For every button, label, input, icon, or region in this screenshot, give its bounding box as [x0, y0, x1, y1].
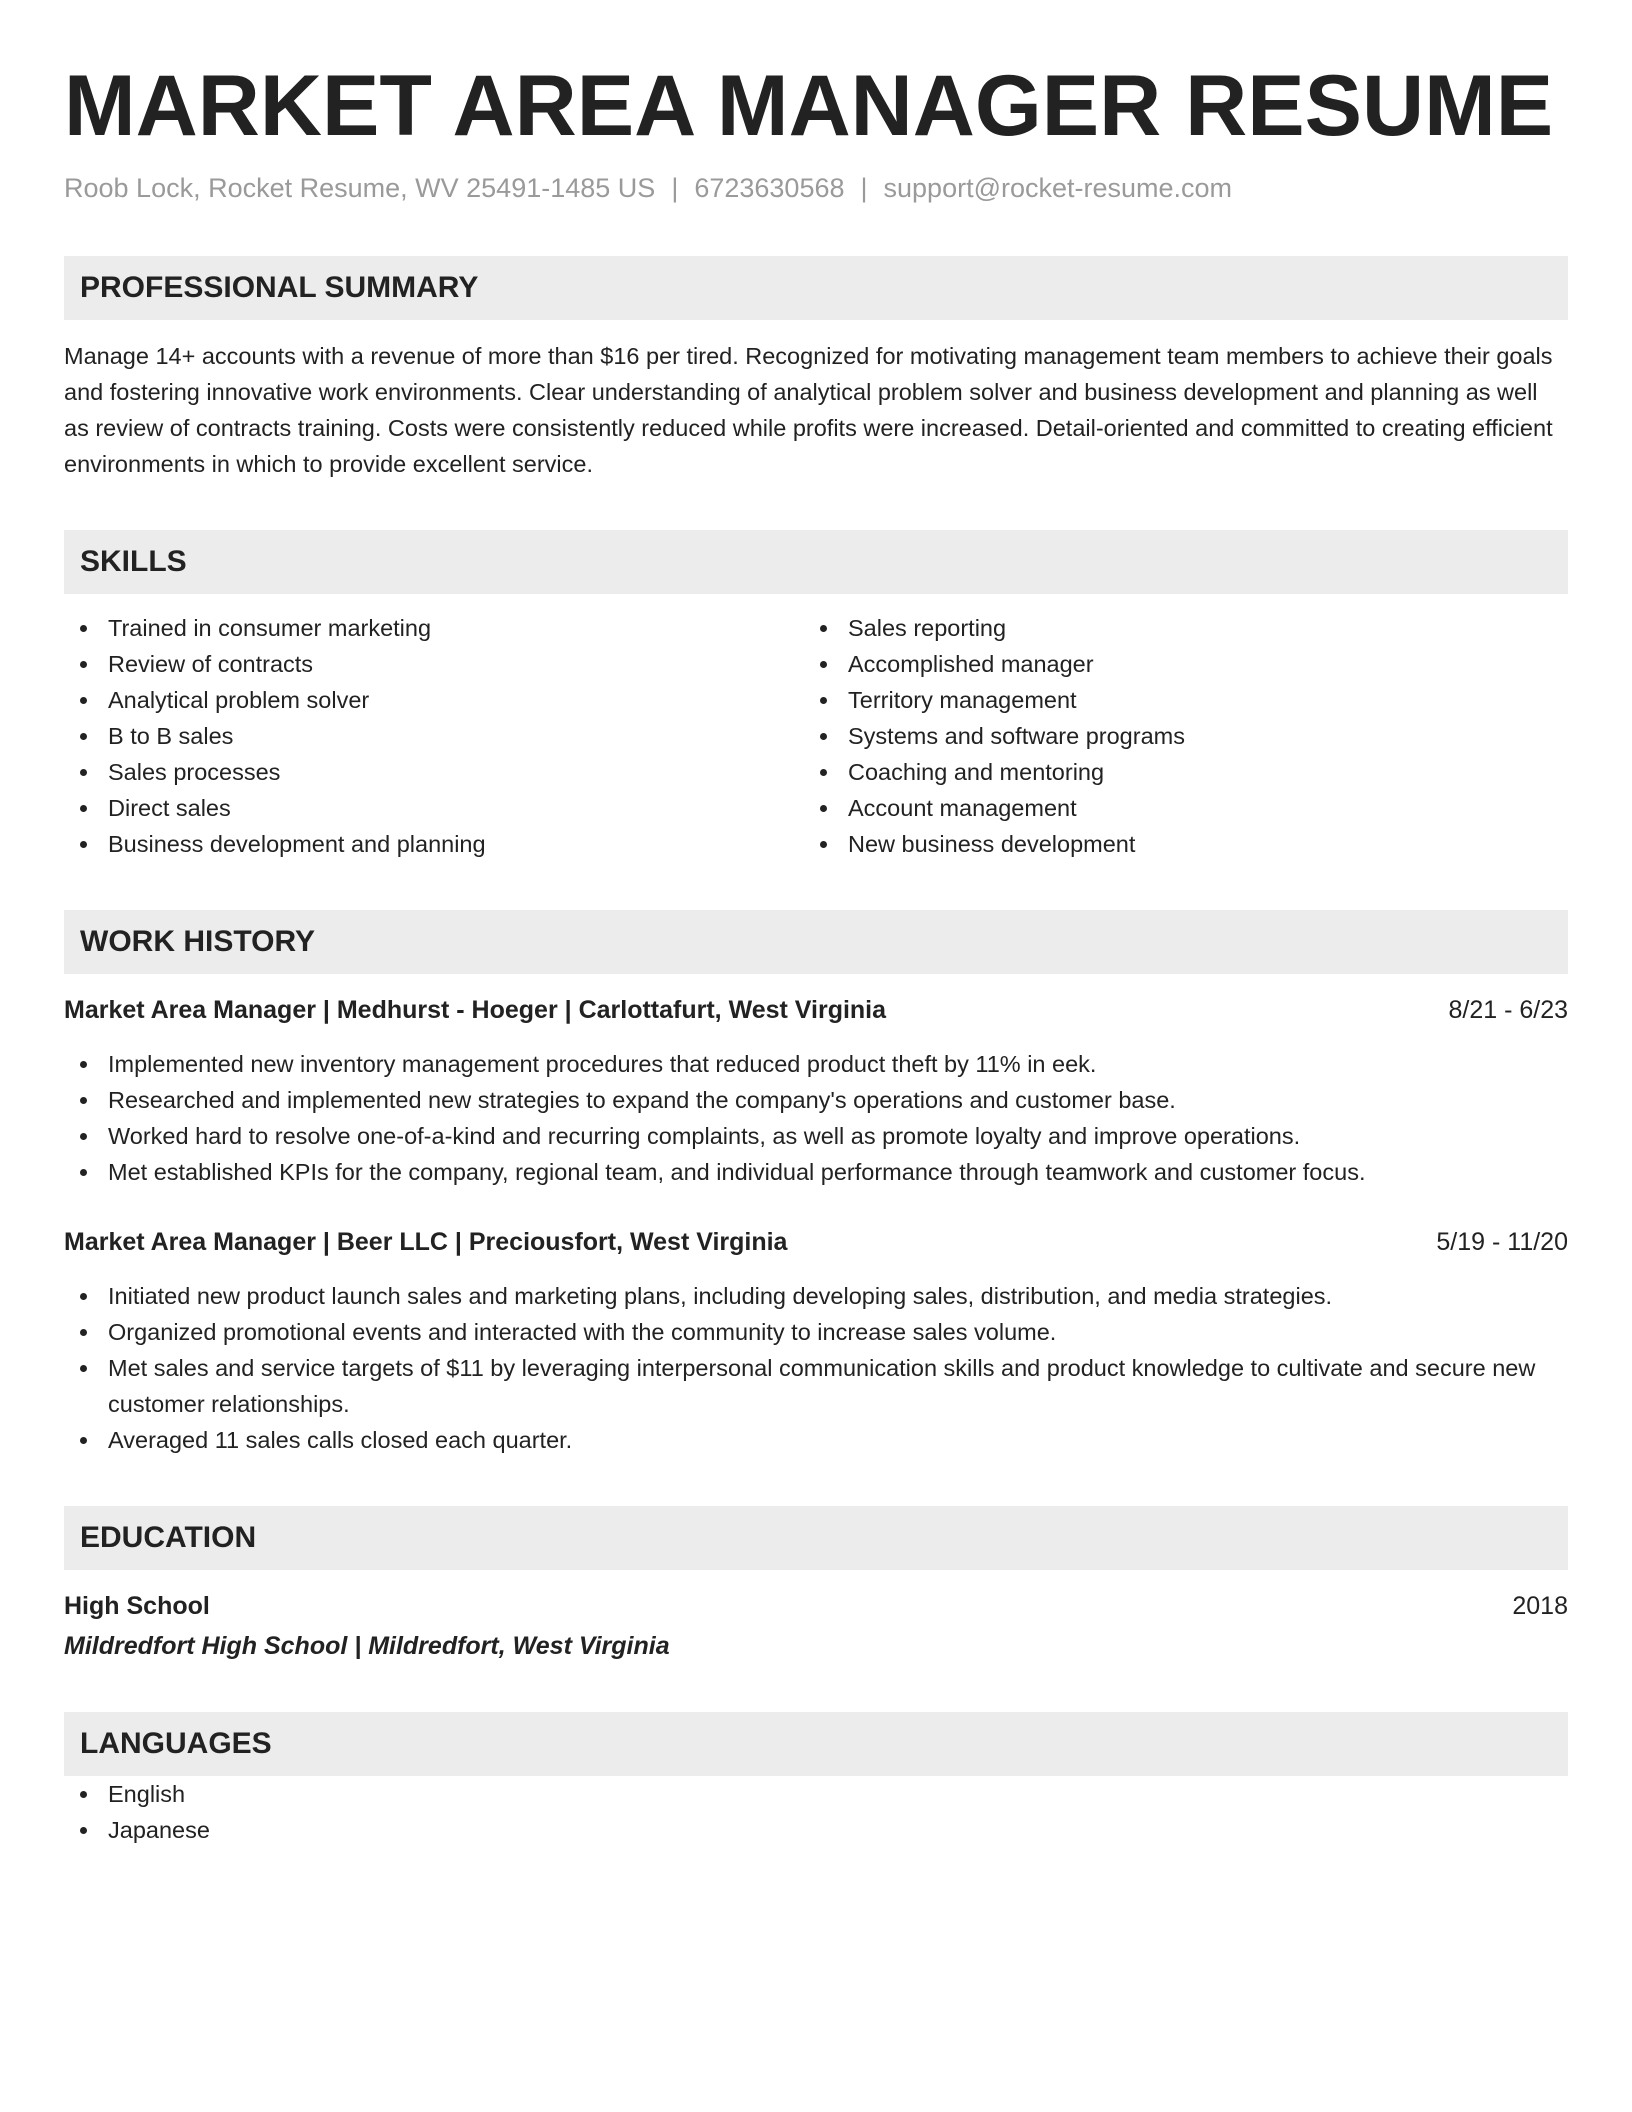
- education-heading: EDUCATION: [64, 1506, 1568, 1570]
- education-degree: High School: [64, 1592, 210, 1620]
- skill-item: Territory management: [804, 682, 1544, 718]
- job-bullets: [64, 1046, 1568, 1190]
- languages-list: [64, 1776, 1568, 1848]
- skill-item: Review of contracts: [64, 646, 804, 682]
- job-bullets: [64, 1278, 1568, 1458]
- job-title: Market Area Manager | Medhurst - Hoeger | Carlottafurt, West Virginia: [64, 996, 887, 1024]
- contact-email: support@rocket-resume.com: [883, 173, 1233, 203]
- skill-item: B to B sales: [64, 718, 804, 754]
- education-year: 2018: [1512, 1592, 1568, 1620]
- job-bullet: Implemented new inventory management procedures that reduced product theft by 11% in eek.: [64, 1046, 1568, 1082]
- contact-separator: |: [671, 173, 679, 203]
- job-header: [64, 1224, 1568, 1260]
- skill-item: Analytical problem solver: [64, 682, 804, 718]
- job-dates: 5/19 - 11/20: [1436, 1228, 1568, 1256]
- summary-heading: PROFESSIONAL SUMMARY: [64, 256, 1568, 320]
- skill-item: Coaching and mentoring: [804, 754, 1544, 790]
- skills-grid: [64, 610, 1568, 862]
- work-history-heading: WORK HISTORY: [64, 910, 1568, 974]
- job-entry: [64, 992, 1568, 1190]
- skill-item: Systems and software programs: [804, 718, 1544, 754]
- summary-text: Manage 14+ accounts with a revenue of more than $16 per tired. Recognized for motivating management team members to achieve their goals and fostering innovative work environments. Clear understanding of analytical problem solver and business development and planning as well as review of contracts training. Costs were consistently reduced while profits were increased. Detail-oriented and committed to creating efficient environments in which to provide excellent service.: [64, 343, 1553, 477]
- job-dates: 8/21 - 6/23: [1448, 996, 1568, 1024]
- education-school: Mildredfort High School | Mildredfort, West Virginia: [64, 1632, 670, 1660]
- job-entry: [64, 1224, 1568, 1458]
- skill-item: Sales processes: [64, 754, 804, 790]
- contact-line: [64, 170, 1568, 206]
- job-bullet: Researched and implemented new strategies to expand the company's operations and customer base.: [64, 1082, 1568, 1118]
- job-bullet: Initiated new product launch sales and marketing plans, including developing sales, distribution, and media strategies.: [64, 1278, 1568, 1314]
- skill-item: New business development: [804, 826, 1544, 862]
- job-bullet: Met established KPIs for the company, regional team, and individual performance through teamwork and customer focus.: [64, 1154, 1568, 1190]
- job-bullet: Met sales and service targets of $11 by leveraging interpersonal communication skills and product knowledge to cultivate and secure new customer relationships.: [64, 1350, 1568, 1422]
- skill-item: Accomplished manager: [804, 646, 1544, 682]
- job-title: Market Area Manager | Beer LLC | Preciousfort, West Virginia: [64, 1228, 788, 1256]
- job-bullet: Organized promotional events and interacted with the community to increase sales volume.: [64, 1314, 1568, 1350]
- skill-item: Direct sales: [64, 790, 804, 826]
- job-bullet: Averaged 11 sales calls closed each quarter.: [64, 1422, 1568, 1458]
- language-item: Japanese: [64, 1812, 1568, 1848]
- skill-item: Business development and planning: [64, 826, 804, 862]
- language-item: English: [64, 1776, 1568, 1812]
- education-entry: [64, 1588, 1568, 1664]
- contact-phone: 6723630568: [694, 173, 845, 203]
- skill-item: Account management: [804, 790, 1544, 826]
- contact-separator: |: [860, 173, 868, 203]
- languages-heading: LANGUAGES: [64, 1712, 1568, 1776]
- education-header: [64, 1588, 1568, 1624]
- skills-right-column: [804, 610, 1544, 862]
- skills-heading: SKILLS: [64, 530, 1568, 594]
- contact-address: Roob Lock, Rocket Resume, WV 25491-1485 US: [64, 173, 656, 203]
- job-header: [64, 992, 1568, 1028]
- skill-item: Trained in consumer marketing: [64, 610, 804, 646]
- resume-title: MARKET AREA MANAGER RESUME: [64, 58, 1554, 154]
- skill-item: Sales reporting: [804, 610, 1544, 646]
- skills-left-column: [64, 610, 804, 862]
- job-bullet: Worked hard to resolve one-of-a-kind and recurring complaints, as well as promote loyalty and improve operations.: [64, 1118, 1568, 1154]
